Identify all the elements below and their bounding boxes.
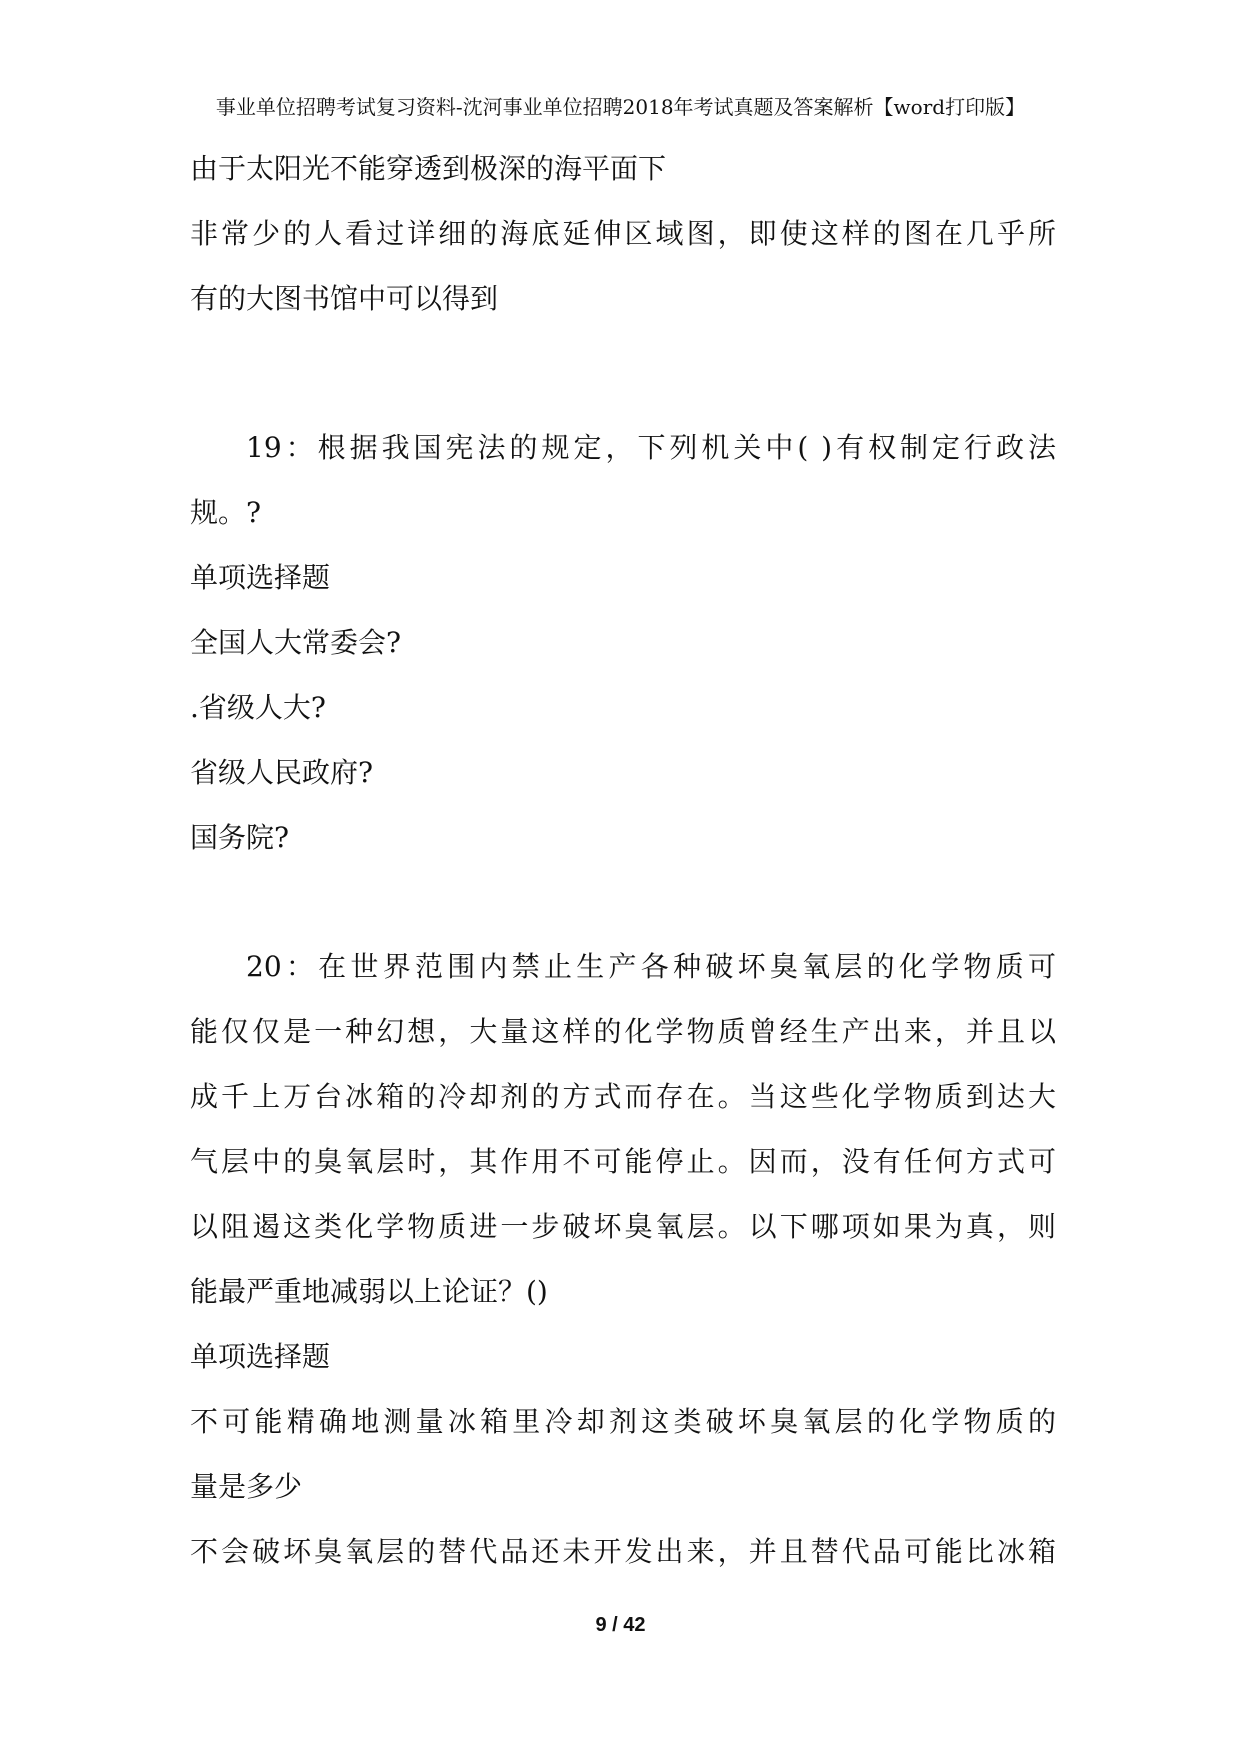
question-stem-line: 19：根据我国宪法的规定，下列机关中( )有权制定行政法 — [246, 431, 1056, 464]
option-c: 省级人民政府? — [190, 756, 374, 789]
question-type: 单项选择题 — [190, 561, 331, 594]
option-b: .省级人大? — [190, 691, 326, 724]
question-stem-line: 能仅仅是一种幻想，大量这样的化学物质曾经生产出来，并且以 — [190, 1015, 1056, 1048]
option-a: 全国人大常委会? — [190, 626, 402, 659]
question-stem-line: 能最严重地减弱以上论证？() — [190, 1275, 548, 1308]
page-header: 事业单位招聘考试复习资料-沈河事业单位招聘2018年考试真题及答案解析【word打印版】 — [215, 95, 1026, 119]
option-b: 不会破坏臭氧层的替代品还未开发出来，并且替代品可能比冰箱 — [190, 1535, 1056, 1568]
prev-question-options — [190, 136, 1056, 331]
question-19 — [190, 415, 1056, 870]
question-stem-line: 成千上万台冰箱的冷却剂的方式而存在。当这些化学物质到达大 — [190, 1080, 1056, 1113]
question-stem-line: 规。? — [190, 496, 262, 529]
question-20 — [190, 934, 1056, 1584]
question-stem-line: 20：在世界范围内禁止生产各种破坏臭氧层的化学物质可 — [246, 950, 1056, 983]
page-number: 9 / 42 — [595, 1614, 646, 1636]
option-line: 非常少的人看过详细的海底延伸区域图，即使这样的图在几乎所 — [190, 217, 1056, 250]
option-line: 有的大图书馆中可以得到 — [190, 282, 499, 315]
question-stem-line: 气层中的臭氧层时，其作用不可能停止。因而，没有任何方式可 — [190, 1145, 1056, 1178]
option-d: 国务院? — [190, 821, 290, 854]
option-line: 由于太阳光不能穿透到极深的海平面下 — [190, 152, 667, 185]
option-a: 不可能精确地测量冰箱里冷却剂这类破坏臭氧层的化学物质的 — [190, 1405, 1056, 1438]
option-a-continued: 量是多少 — [190, 1470, 303, 1503]
question-stem-line: 以阻遏这类化学物质进一步破坏臭氧层。以下哪项如果为真，则 — [190, 1210, 1056, 1243]
question-type: 单项选择题 — [190, 1340, 331, 1373]
